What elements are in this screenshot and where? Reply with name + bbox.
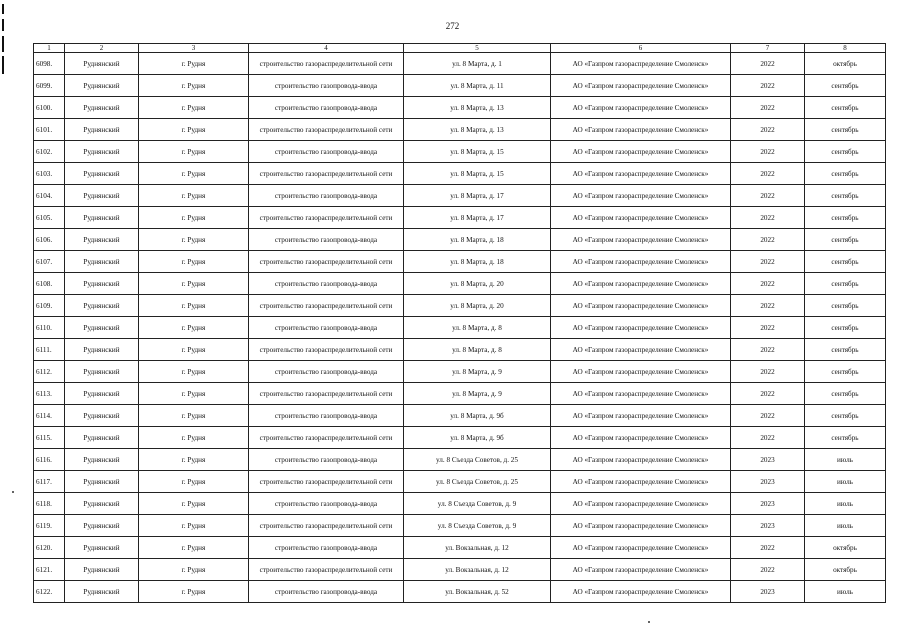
organization-cell: АО «Газпром газораспределение Смоленск»	[551, 53, 731, 75]
month-cell: сентябрь	[805, 97, 886, 119]
town-cell: г. Рудня	[139, 427, 249, 449]
work-type-cell: строительство газопровода-ввода	[249, 581, 404, 603]
district-cell: Руднянский	[65, 581, 139, 603]
row-number: 6121.	[34, 559, 65, 581]
column-header: 2	[65, 44, 139, 53]
table-row	[34, 141, 886, 163]
district-cell: Руднянский	[65, 515, 139, 537]
table-row	[34, 405, 886, 427]
table-row	[34, 97, 886, 119]
table-row	[34, 515, 886, 537]
page-number: 272	[445, 21, 460, 31]
year-cell: 2023	[731, 449, 805, 471]
district-cell: Руднянский	[65, 471, 139, 493]
table-row	[34, 559, 886, 581]
month-cell: сентябрь	[805, 229, 886, 251]
month-cell: сентябрь	[805, 273, 886, 295]
binding-mark	[2, 56, 4, 74]
scan-speck	[12, 491, 14, 493]
row-number: 6112.	[34, 361, 65, 383]
row-number: 6111.	[34, 339, 65, 361]
column-header: 8	[805, 44, 886, 53]
town-cell: г. Рудня	[139, 559, 249, 581]
district-cell: Руднянский	[65, 427, 139, 449]
organization-cell: АО «Газпром газораспределение Смоленск»	[551, 119, 731, 141]
organization-cell: АО «Газпром газораспределение Смоленск»	[551, 273, 731, 295]
month-cell: сентябрь	[805, 185, 886, 207]
table-row	[34, 581, 886, 603]
row-number: 6105.	[34, 207, 65, 229]
month-cell: июль	[805, 471, 886, 493]
month-cell: сентябрь	[805, 163, 886, 185]
town-cell: г. Рудня	[139, 229, 249, 251]
year-cell: 2023	[731, 471, 805, 493]
month-cell: июль	[805, 493, 886, 515]
organization-cell: АО «Газпром газораспределение Смоленск»	[551, 163, 731, 185]
year-cell: 2022	[731, 251, 805, 273]
table-row	[34, 339, 886, 361]
town-cell: г. Рудня	[139, 97, 249, 119]
month-cell: июль	[805, 449, 886, 471]
row-number: 6107.	[34, 251, 65, 273]
table-row	[34, 295, 886, 317]
row-number: 6114.	[34, 405, 65, 427]
table-row	[34, 537, 886, 559]
work-type-cell: строительство газопровода-ввода	[249, 75, 404, 97]
district-cell: Руднянский	[65, 295, 139, 317]
work-type-cell: строительство газопровода-ввода	[249, 537, 404, 559]
year-cell: 2022	[731, 97, 805, 119]
address-cell: ул. 8 Съезда Советов, д. 9	[404, 515, 551, 537]
work-type-cell: строительство газораспределительной сети	[249, 471, 404, 493]
year-cell: 2022	[731, 119, 805, 141]
address-cell: ул. 8 Марта, д. 8	[404, 317, 551, 339]
organization-cell: АО «Газпром газораспределение Смоленск»	[551, 207, 731, 229]
town-cell: г. Рудня	[139, 471, 249, 493]
district-cell: Руднянский	[65, 559, 139, 581]
organization-cell: АО «Газпром газораспределение Смоленск»	[551, 229, 731, 251]
table-row	[34, 493, 886, 515]
table-body	[34, 53, 886, 603]
month-cell: сентябрь	[805, 427, 886, 449]
organization-cell: АО «Газпром газораспределение Смоленск»	[551, 361, 731, 383]
address-cell: ул. 8 Марта, д. 11	[404, 75, 551, 97]
address-cell: ул. 8 Марта, д. 18	[404, 251, 551, 273]
organization-cell: АО «Газпром газораспределение Смоленск»	[551, 405, 731, 427]
year-cell: 2022	[731, 405, 805, 427]
town-cell: г. Рудня	[139, 119, 249, 141]
district-cell: Руднянский	[65, 339, 139, 361]
address-cell: ул. 8 Марта, д. 17	[404, 185, 551, 207]
row-number: 6100.	[34, 97, 65, 119]
row-number: 6103.	[34, 163, 65, 185]
row-number: 6110.	[34, 317, 65, 339]
address-cell: ул. 8 Марта, д. 13	[404, 119, 551, 141]
work-type-cell: строительство газопровода-ввода	[249, 229, 404, 251]
month-cell: сентябрь	[805, 251, 886, 273]
address-cell: ул. 8 Марта, д. 18	[404, 229, 551, 251]
year-cell: 2022	[731, 163, 805, 185]
address-cell: ул. 8 Марта, д. 20	[404, 273, 551, 295]
organization-cell: АО «Газпром газораспределение Смоленск»	[551, 449, 731, 471]
work-type-cell: строительство газопровода-ввода	[249, 405, 404, 427]
month-cell: сентябрь	[805, 361, 886, 383]
work-type-cell: строительство газораспределительной сети	[249, 207, 404, 229]
month-cell: сентябрь	[805, 207, 886, 229]
table-row	[34, 53, 886, 75]
district-cell: Руднянский	[65, 251, 139, 273]
work-type-cell: строительство газораспределительной сети	[249, 427, 404, 449]
address-cell: ул. 8 Марта, д. 9б	[404, 427, 551, 449]
row-number: 6099.	[34, 75, 65, 97]
year-cell: 2022	[731, 295, 805, 317]
town-cell: г. Рудня	[139, 185, 249, 207]
district-cell: Руднянский	[65, 97, 139, 119]
address-cell: ул. Вокзальная, д. 12	[404, 537, 551, 559]
year-cell: 2023	[731, 493, 805, 515]
row-number: 6102.	[34, 141, 65, 163]
work-type-cell: строительство газораспределительной сети	[249, 339, 404, 361]
year-cell: 2023	[731, 515, 805, 537]
year-cell: 2023	[731, 581, 805, 603]
address-cell: ул. 8 Марта, д. 9	[404, 361, 551, 383]
district-cell: Руднянский	[65, 185, 139, 207]
town-cell: г. Рудня	[139, 405, 249, 427]
column-header: 7	[731, 44, 805, 53]
organization-cell: АО «Газпром газораспределение Смоленск»	[551, 295, 731, 317]
organization-cell: АО «Газпром газораспределение Смоленск»	[551, 383, 731, 405]
row-number: 6104.	[34, 185, 65, 207]
year-cell: 2022	[731, 53, 805, 75]
year-cell: 2022	[731, 537, 805, 559]
work-type-cell: строительство газопровода-ввода	[249, 97, 404, 119]
year-cell: 2022	[731, 427, 805, 449]
work-type-cell: строительство газораспределительной сети	[249, 559, 404, 581]
month-cell: октябрь	[805, 559, 886, 581]
town-cell: г. Рудня	[139, 141, 249, 163]
town-cell: г. Рудня	[139, 163, 249, 185]
table-row	[34, 75, 886, 97]
month-cell: сентябрь	[805, 317, 886, 339]
table-row	[34, 449, 886, 471]
table-row	[34, 273, 886, 295]
work-type-cell: строительство газопровода-ввода	[249, 273, 404, 295]
row-number: 6113.	[34, 383, 65, 405]
district-cell: Руднянский	[65, 163, 139, 185]
column-header: 6	[551, 44, 731, 53]
row-number: 6101.	[34, 119, 65, 141]
column-header: 4	[249, 44, 404, 53]
row-number: 6116.	[34, 449, 65, 471]
work-type-cell: строительство газораспределительной сети	[249, 163, 404, 185]
district-cell: Руднянский	[65, 53, 139, 75]
table-row	[34, 207, 886, 229]
year-cell: 2022	[731, 273, 805, 295]
work-type-cell: строительство газораспределительной сети	[249, 295, 404, 317]
year-cell: 2022	[731, 317, 805, 339]
district-cell: Руднянский	[65, 537, 139, 559]
town-cell: г. Рудня	[139, 449, 249, 471]
table-header	[34, 44, 886, 53]
column-header: 3	[139, 44, 249, 53]
organization-cell: АО «Газпром газораспределение Смоленск»	[551, 493, 731, 515]
month-cell: октябрь	[805, 537, 886, 559]
address-cell: ул. 8 Съезда Советов, д. 25	[404, 471, 551, 493]
work-type-cell: строительство газопровода-ввода	[249, 493, 404, 515]
district-cell: Руднянский	[65, 361, 139, 383]
work-type-cell: строительство газораспределительной сети	[249, 251, 404, 273]
month-cell: сентябрь	[805, 405, 886, 427]
binding-mark	[2, 4, 4, 14]
column-header: 1	[34, 44, 65, 53]
table-row	[34, 229, 886, 251]
table-row	[34, 317, 886, 339]
table-row	[34, 163, 886, 185]
row-number: 6117.	[34, 471, 65, 493]
month-cell: июль	[805, 581, 886, 603]
month-cell: сентябрь	[805, 339, 886, 361]
town-cell: г. Рудня	[139, 493, 249, 515]
row-number: 6115.	[34, 427, 65, 449]
year-cell: 2022	[731, 141, 805, 163]
address-cell: ул. 8 Марта, д. 9б	[404, 405, 551, 427]
town-cell: г. Рудня	[139, 339, 249, 361]
district-cell: Руднянский	[65, 229, 139, 251]
town-cell: г. Рудня	[139, 251, 249, 273]
organization-cell: АО «Газпром газораспределение Смоленск»	[551, 339, 731, 361]
table-row	[34, 361, 886, 383]
month-cell: сентябрь	[805, 75, 886, 97]
row-number: 6106.	[34, 229, 65, 251]
organization-cell: АО «Газпром газораспределение Смоленск»	[551, 559, 731, 581]
district-cell: Руднянский	[65, 383, 139, 405]
row-number: 6118.	[34, 493, 65, 515]
column-header: 5	[404, 44, 551, 53]
month-cell: июль	[805, 515, 886, 537]
year-cell: 2022	[731, 229, 805, 251]
town-cell: г. Рудня	[139, 53, 249, 75]
table-row	[34, 383, 886, 405]
work-type-cell: строительство газопровода-ввода	[249, 449, 404, 471]
address-cell: ул. 8 Съезда Советов, д. 25	[404, 449, 551, 471]
organization-cell: АО «Газпром газораспределение Смоленск»	[551, 581, 731, 603]
organization-cell: АО «Газпром газораспределение Смоленск»	[551, 75, 731, 97]
work-type-cell: строительство газораспределительной сети	[249, 383, 404, 405]
month-cell: сентябрь	[805, 295, 886, 317]
district-cell: Руднянский	[65, 207, 139, 229]
year-cell: 2022	[731, 339, 805, 361]
month-cell: сентябрь	[805, 383, 886, 405]
year-cell: 2022	[731, 559, 805, 581]
district-cell: Руднянский	[65, 141, 139, 163]
table-row	[34, 427, 886, 449]
address-cell: ул. 8 Марта, д. 1	[404, 53, 551, 75]
organization-cell: АО «Газпром газораспределение Смоленск»	[551, 427, 731, 449]
town-cell: г. Рудня	[139, 537, 249, 559]
year-cell: 2022	[731, 361, 805, 383]
town-cell: г. Рудня	[139, 515, 249, 537]
table-row	[34, 119, 886, 141]
work-type-cell: строительство газораспределительной сети	[249, 53, 404, 75]
district-cell: Руднянский	[65, 273, 139, 295]
header-row	[34, 44, 886, 53]
year-cell: 2022	[731, 383, 805, 405]
work-type-cell: строительство газопровода-ввода	[249, 185, 404, 207]
address-cell: ул. 8 Марта, д. 20	[404, 295, 551, 317]
address-cell: ул. 8 Марта, д. 8	[404, 339, 551, 361]
district-cell: Руднянский	[65, 493, 139, 515]
year-cell: 2022	[731, 185, 805, 207]
registry-table	[33, 43, 886, 603]
district-cell: Руднянский	[65, 317, 139, 339]
year-cell: 2022	[731, 75, 805, 97]
district-cell: Руднянский	[65, 449, 139, 471]
address-cell: ул. 8 Марта, д. 9	[404, 383, 551, 405]
row-number: 6109.	[34, 295, 65, 317]
address-cell: ул. 8 Марта, д. 17	[404, 207, 551, 229]
row-number: 6120.	[34, 537, 65, 559]
address-cell: ул. 8 Марта, д. 13	[404, 97, 551, 119]
work-type-cell: строительство газопровода-ввода	[249, 317, 404, 339]
address-cell: ул. 8 Марта, д. 15	[404, 163, 551, 185]
organization-cell: АО «Газпром газораспределение Смоленск»	[551, 185, 731, 207]
address-cell: ул. 8 Съезда Советов, д. 9	[404, 493, 551, 515]
month-cell: сентябрь	[805, 141, 886, 163]
town-cell: г. Рудня	[139, 581, 249, 603]
work-type-cell: строительство газораспределительной сети	[249, 515, 404, 537]
address-cell: ул. Вокзальная, д. 12	[404, 559, 551, 581]
organization-cell: АО «Газпром газораспределение Смоленск»	[551, 97, 731, 119]
work-type-cell: строительство газораспределительной сети	[249, 119, 404, 141]
work-type-cell: строительство газопровода-ввода	[249, 141, 404, 163]
organization-cell: АО «Газпром газораспределение Смоленск»	[551, 537, 731, 559]
month-cell: сентябрь	[805, 119, 886, 141]
row-number: 6119.	[34, 515, 65, 537]
table-row	[34, 471, 886, 493]
district-cell: Руднянский	[65, 405, 139, 427]
organization-cell: АО «Газпром газораспределение Смоленск»	[551, 515, 731, 537]
town-cell: г. Рудня	[139, 317, 249, 339]
year-cell: 2022	[731, 207, 805, 229]
town-cell: г. Рудня	[139, 75, 249, 97]
row-number: 6108.	[34, 273, 65, 295]
town-cell: г. Рудня	[139, 207, 249, 229]
work-type-cell: строительство газопровода-ввода	[249, 361, 404, 383]
table-row	[34, 185, 886, 207]
organization-cell: АО «Газпром газораспределение Смоленск»	[551, 317, 731, 339]
town-cell: г. Рудня	[139, 361, 249, 383]
organization-cell: АО «Газпром газораспределение Смоленск»	[551, 471, 731, 493]
town-cell: г. Рудня	[139, 295, 249, 317]
organization-cell: АО «Газпром газораспределение Смоленск»	[551, 251, 731, 273]
district-cell: Руднянский	[65, 75, 139, 97]
town-cell: г. Рудня	[139, 383, 249, 405]
scan-speck	[648, 621, 650, 623]
month-cell: октябрь	[805, 53, 886, 75]
town-cell: г. Рудня	[139, 273, 249, 295]
binding-mark	[2, 36, 4, 52]
table-row	[34, 251, 886, 273]
district-cell: Руднянский	[65, 119, 139, 141]
address-cell: ул. Вокзальная, д. 52	[404, 581, 551, 603]
row-number: 6122.	[34, 581, 65, 603]
row-number: 6098.	[34, 53, 65, 75]
address-cell: ул. 8 Марта, д. 15	[404, 141, 551, 163]
organization-cell: АО «Газпром газораспределение Смоленск»	[551, 141, 731, 163]
